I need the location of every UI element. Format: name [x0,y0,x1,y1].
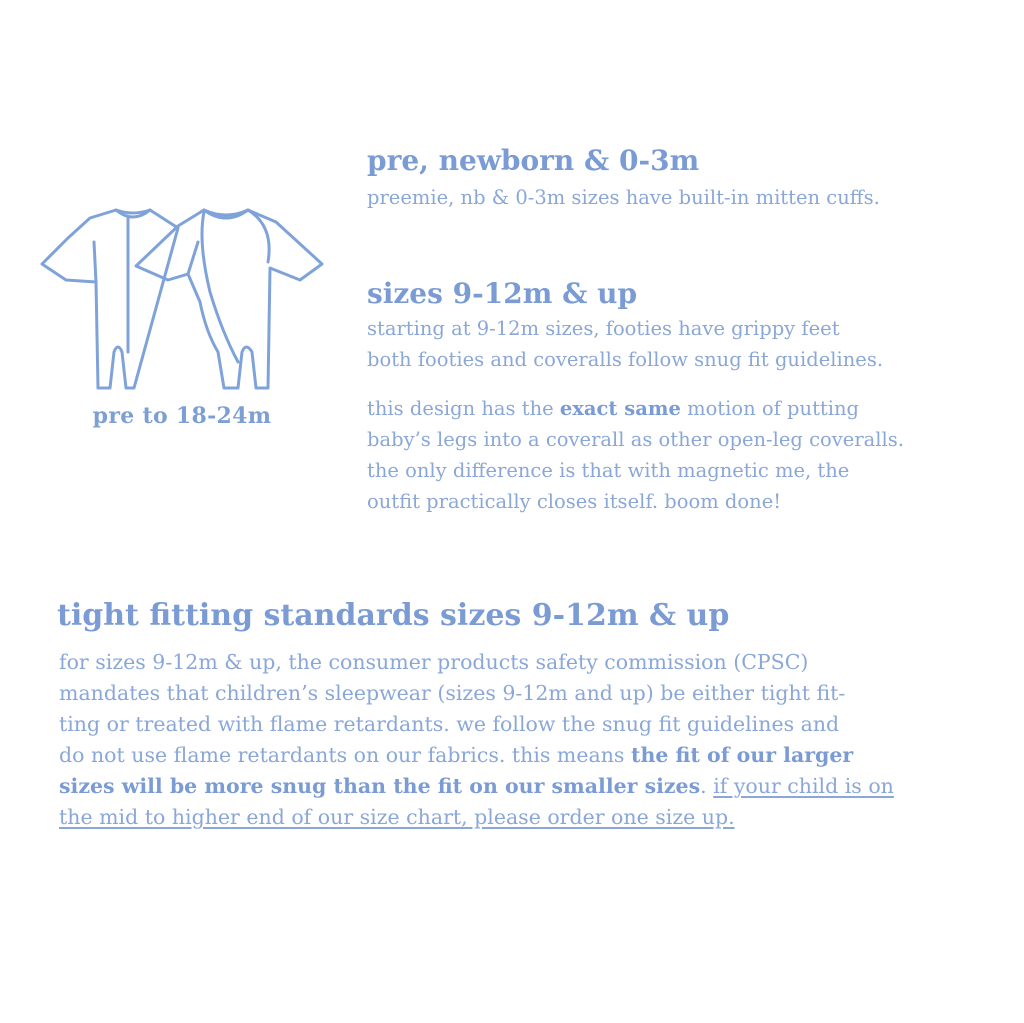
fit-emphasis-1: the fit of our larger [630,743,854,767]
preemie-text: preemie, nb & 0-3m sizes have built-in mitten cuffs. [367,186,880,209]
design-line-3: the only difference is that with magnetic me, the [367,459,850,482]
sizes-heading: sizes 9-12m & up [367,277,638,310]
design-text-post: motion of putting [680,397,860,420]
size-up-link-part-2[interactable]: the mid to higher end of our size chart, please order one size up. [59,805,735,829]
fit-emphasis-2: sizes will be more snug than the fit on our smaller sizes [59,774,701,798]
sizes-line-1: starting at 9-12m sizes, footies have grippy feet [367,317,840,340]
tight-line-4-text: do not use flame retardants on our fabrics. this means [59,743,631,767]
tight-line-1: for sizes 9-12m & up, the consumer products safety commission (CPSC) [59,650,809,674]
illustration-caption: pre to 18-24m [92,403,272,429]
baby-coverall-icon [38,202,326,398]
tight-line-5 [59,774,894,798]
design-text-pre: this design has the [367,397,560,420]
design-line-4: outfit practically closes itself. boom done! [367,490,782,513]
tight-line-4 [59,743,853,767]
tight-line-3: ting or treated with flame retardants. we follow the snug fit guidelines and [59,712,840,736]
tight-line-5-text: . [700,774,714,798]
tight-line-6 [59,805,735,829]
size-up-link-part-1[interactable]: if your child is on [713,774,894,798]
coverall-illustration [38,202,326,398]
design-line-1 [367,397,859,420]
exact-same-emphasis: exact same [559,397,681,420]
sizes-line-2: both footies and coveralls follow snug fit guidelines. [367,348,884,371]
tight-fitting-heading: tight fitting standards sizes 9-12m & up [57,598,730,633]
tight-line-2: mandates that children’s sleepwear (sizes 9-12m and up) be either tight fit- [59,681,846,705]
preemie-heading: pre, newborn & 0-3m [367,144,700,177]
design-line-2: baby’s legs into a coverall as other open-leg coveralls. [367,428,904,451]
